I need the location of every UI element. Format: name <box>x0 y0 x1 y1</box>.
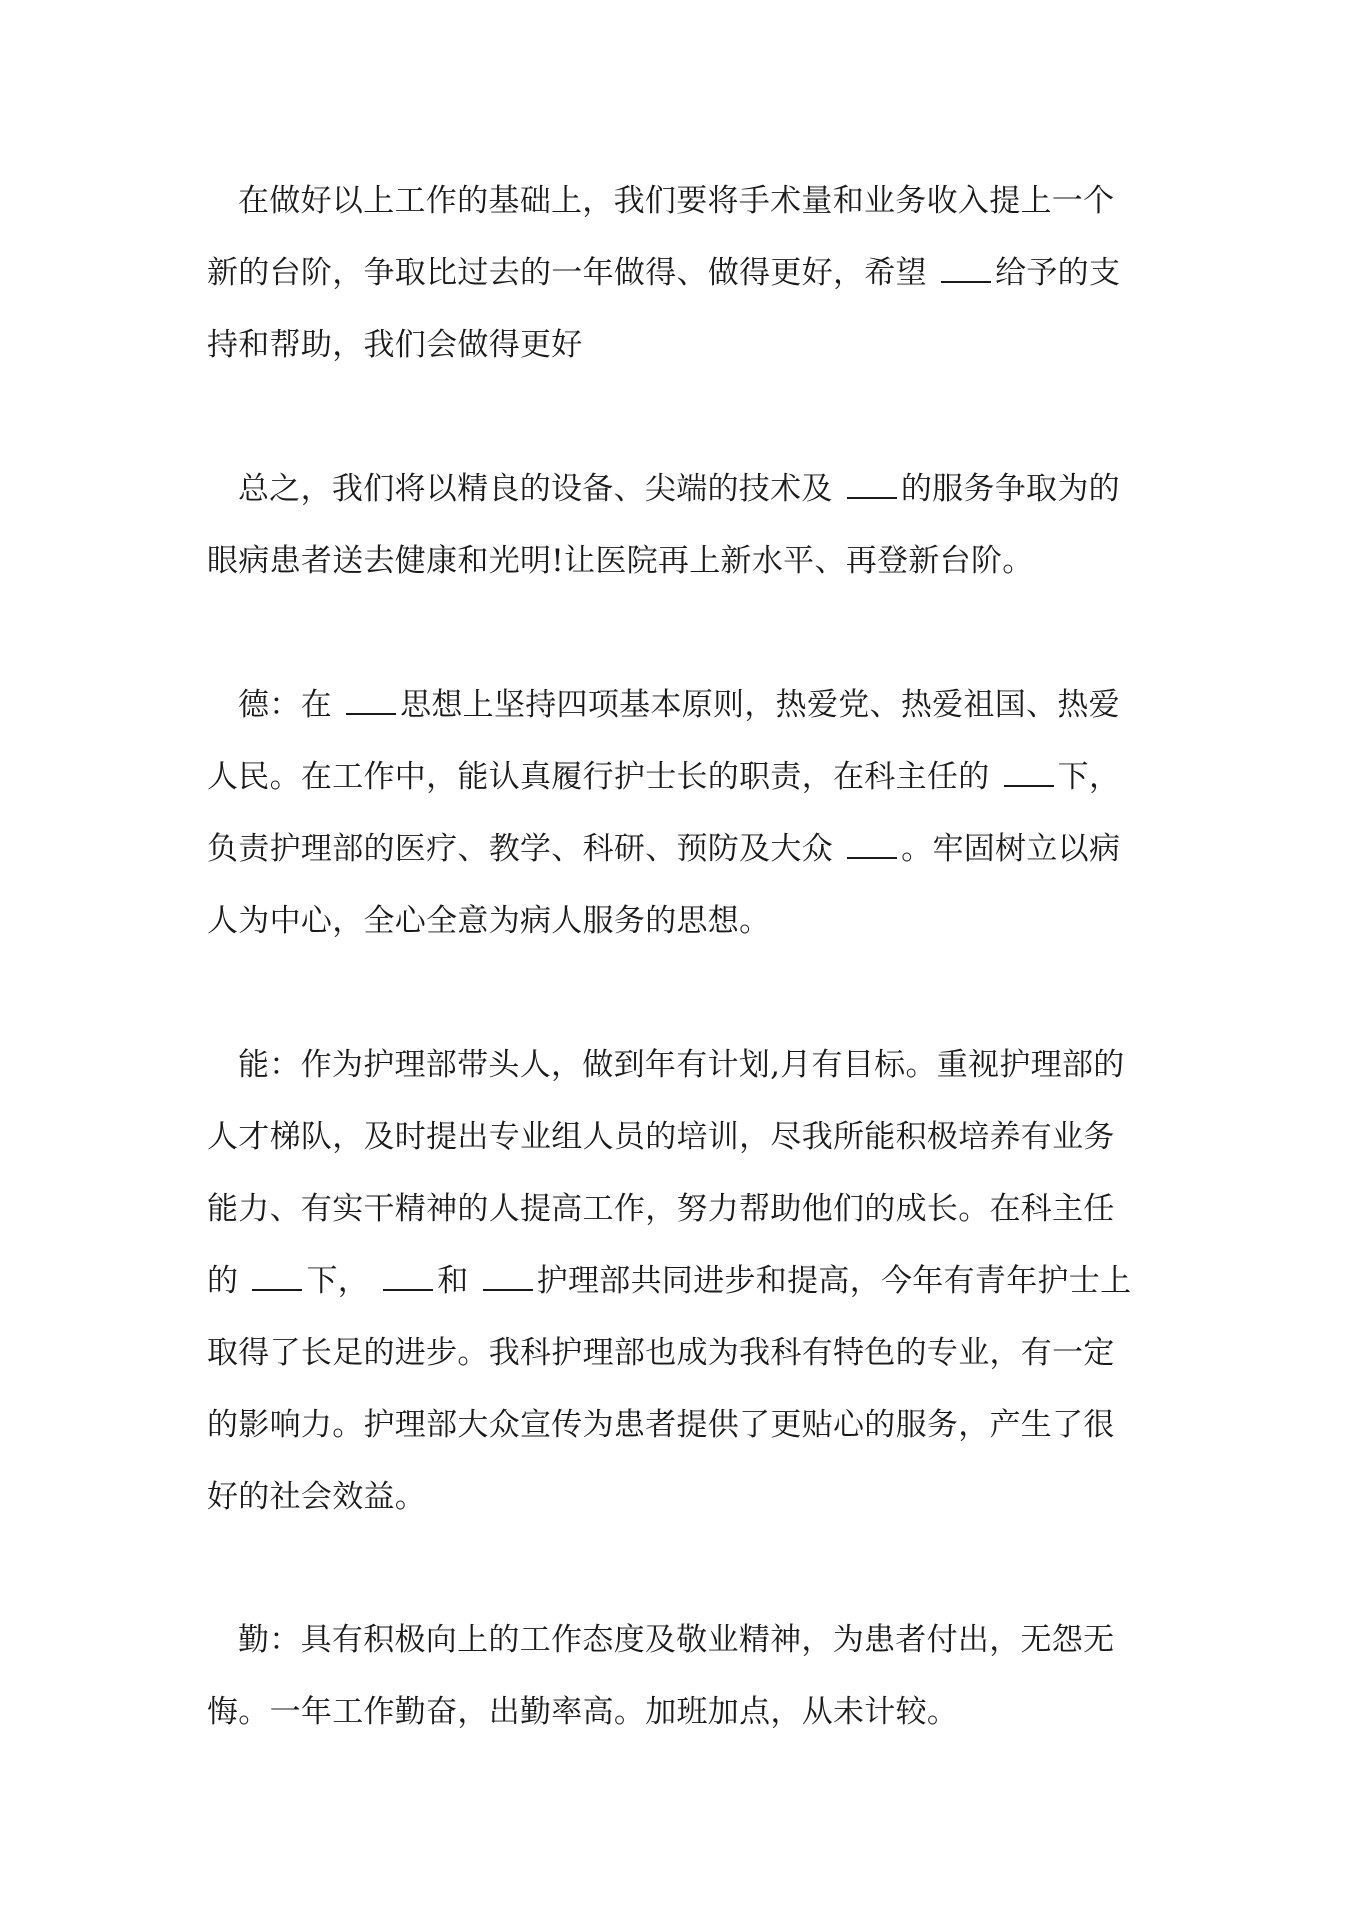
fill-in-blank <box>847 473 897 499</box>
text-line <box>207 741 1167 813</box>
text-segment: 眼病患者送去健康和光明!让医院再上新水平、再登新台阶。 <box>207 543 1034 579</box>
text-segment: 的影响力。护理部大众宣传为患者提供了更贴心的服务，产生了很 <box>207 1407 1115 1443</box>
text-line <box>207 1173 1167 1245</box>
text-line <box>207 885 1167 957</box>
fill-in-blank <box>941 257 991 283</box>
text-segment: 和 <box>437 1263 479 1299</box>
text-segment: 人才梯队，及时提出专业组人员的培训，尽我所能积极培养有业务 <box>207 1119 1115 1155</box>
text-segment: 在做好以上工作的基础上，我们要将手术量和业务收入提上一个 <box>238 183 1115 219</box>
fill-in-blank <box>252 1265 302 1291</box>
text-line <box>207 1461 1167 1533</box>
paragraph-ability <box>207 1029 1167 1533</box>
text-segment: 新的台阶，争取比过去的一年做得、做得更好，希望 <box>207 255 938 291</box>
text-segment: 下， <box>1057 759 1121 795</box>
text-line <box>207 525 1167 597</box>
fill-in-blank <box>1004 761 1054 787</box>
text-segment: 能力、有实干精神的人提高工作，努力帮助他们的成长。在科主任 <box>207 1191 1115 1227</box>
text-segment: 勤：具有积极向上的工作态度及敬业精神，为患者付出，无怨无 <box>238 1622 1115 1658</box>
fill-in-blank <box>346 689 396 715</box>
text-segment: 思想上坚持四项基本原则，热爱党、热爱祖国、热爱 <box>400 687 1120 723</box>
fill-in-blank <box>383 1265 433 1291</box>
text-segment: 能：作为护理部带头人，做到年有计划,月有目标。重视护理部的 <box>238 1047 1125 1083</box>
text-segment: 给予的支 <box>995 255 1121 291</box>
text-segment: 总之，我们将以精良的设备、尖端的技术及 <box>238 471 843 507</box>
text-segment: 持和帮助，我们会做得更好 <box>207 327 583 363</box>
text-segment: 护理部共同进步和提高，今年有青年护士上 <box>536 1263 1132 1299</box>
paragraph-diligence <box>207 1604 1167 1748</box>
text-line <box>207 1676 1167 1748</box>
text-segment: 下， <box>306 1263 380 1299</box>
text-line <box>207 1317 1167 1389</box>
text-line <box>207 1029 1167 1101</box>
text-line <box>207 1101 1167 1173</box>
text-segment: 的服务争取为的 <box>900 471 1120 507</box>
text-line <box>207 813 1167 885</box>
text-segment: 好的社会效益。 <box>207 1479 427 1515</box>
text-segment: 。牢固树立以病 <box>901 831 1121 867</box>
text-segment: 人民。在工作中，能认真履行护士长的职责，在科主任的 <box>207 759 1000 795</box>
text-line <box>207 1604 1167 1676</box>
text-segment: 负责护理部的医疗、教学、科研、预防及大众 <box>207 831 844 867</box>
fill-in-blank <box>847 833 897 859</box>
paragraph-work-goals <box>207 165 1167 381</box>
paragraph-virtue <box>207 669 1167 957</box>
text-segment: 悔。一年工作勤奋，出勤率高。加班加点，从未计较。 <box>207 1694 959 1730</box>
text-segment: 的 <box>207 1263 249 1299</box>
text-line <box>207 669 1167 741</box>
text-line <box>207 1389 1167 1461</box>
text-line <box>207 309 1167 381</box>
text-segment: 德：在 <box>238 687 343 723</box>
text-line <box>207 165 1167 237</box>
text-line <box>207 1245 1167 1317</box>
text-segment: 人为中心，全心全意为病人服务的思想。 <box>207 903 771 939</box>
text-line <box>207 237 1167 309</box>
fill-in-blank <box>483 1265 533 1291</box>
text-segment: 取得了长足的进步。我科护理部也成为我科有特色的专业，有一定 <box>207 1335 1115 1371</box>
text-line <box>207 453 1167 525</box>
paragraph-summary <box>207 453 1167 597</box>
